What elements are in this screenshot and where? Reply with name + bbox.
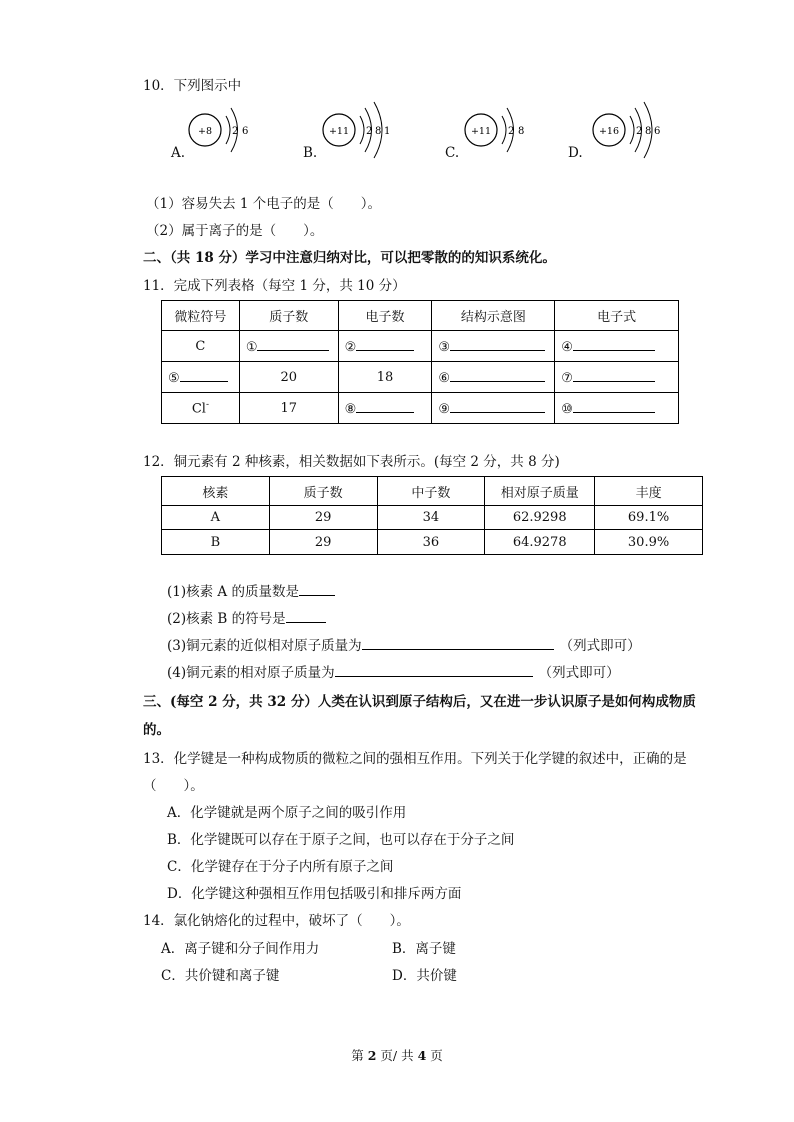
q11-blank-2[interactable]: ② (338, 331, 432, 362)
section2-heading: 二、（共 18 分）学习中注意归纳对比，可以把零散的的知识系统化。 (143, 250, 556, 266)
q13-option-a[interactable]: A．化学键就是两个原子之间的吸引作用 (167, 805, 407, 821)
q11-r2-electrons: 18 (338, 362, 432, 393)
atom-c-shell-1: 2 (508, 126, 515, 137)
q12-header-abundance: 丰度 (595, 477, 703, 506)
footer-page-number: 2 (367, 1048, 377, 1063)
atom-a-shell-2: 6 (242, 126, 249, 137)
q11-r3-protons: 17 (239, 393, 338, 424)
q11-header-electron-formula: 电子式 (555, 301, 679, 331)
q11-title: 11．完成下列表格（每空 1 分，共 10 分） (143, 278, 406, 294)
q12-header-mass: 相对原子质量 (485, 477, 595, 506)
atom-d-shell-2: 8 (645, 126, 652, 137)
q12-header-protons: 质子数 (269, 477, 377, 506)
q14-option-d[interactable]: D．共价键 (392, 968, 457, 984)
q11-blank-10[interactable]: ⑩ (555, 393, 679, 424)
q12-b-protons: 29 (269, 530, 377, 555)
q13-option-b[interactable]: B．化学键既可以存在于原子之间，也可以存在于分子之间 (167, 832, 515, 848)
section3-heading-line1: 三、(每空 2 分，共 32 分）人类在认识到原子结构后，又在进一步认识原子是如何构成物质 (143, 694, 696, 710)
q13-stem-line1: 13．化学键是一种构成物质的微粒之间的强相互作用。下列关于化学键的叙述中，正确的是 (143, 751, 687, 767)
q12-header-nuclide: 核素 (162, 477, 270, 506)
q12-b-abundance: 30.9% (595, 530, 703, 555)
q11-blank-9[interactable]: ⑨ (432, 393, 555, 424)
atom-diagram-a (186, 100, 306, 162)
q11-r3-symbol: Cl- (162, 393, 240, 424)
q12-b-neutrons: 36 (377, 530, 485, 555)
q12-a-abundance: 69.1% (595, 506, 703, 530)
atom-diagram-c (460, 100, 580, 162)
atom-a-label: A. (171, 145, 186, 161)
q12-title: 12．铜元素有 2 种核素，相关数据如下表所示。(每空 2 分，共 8 分) (143, 454, 560, 470)
footer-total-pages: 4 (417, 1048, 427, 1063)
atom-d-shell-3: 6 (654, 126, 661, 137)
q10-sub1: （1）容易失去 1 个电子的是（ ）。 (146, 196, 382, 212)
atom-a-nucleus: +8 (197, 126, 213, 137)
atom-d-shell-1: 2 (636, 126, 643, 137)
q11-r3-charge: - (205, 399, 209, 410)
atom-c-shell-2: 8 (518, 126, 525, 137)
q11-table (161, 300, 679, 424)
q14-option-a[interactable]: A．离子键和分子间作用力 (161, 941, 320, 957)
atom-diagram-d (588, 100, 708, 162)
q13-option-d[interactable]: D．化学键这种强相互作用包括吸引和排斥两方面 (167, 886, 462, 902)
q11-header-symbol: 微粒符号 (162, 301, 240, 331)
q11-blank-1[interactable]: ① (239, 331, 338, 362)
atom-c-nucleus: +11 (470, 126, 492, 137)
table-row (162, 506, 703, 530)
q13-stem-line2: （ ）。 (143, 778, 204, 794)
atom-b-label: B. (303, 145, 318, 161)
q12-blank-2[interactable] (286, 610, 326, 623)
atom-b-shell-1: 2 (366, 126, 373, 137)
q11-blank-7[interactable]: ⑦ (555, 362, 679, 393)
atom-a-shell-1: 2 (232, 126, 239, 137)
q11-header-structure: 结构示意图 (432, 301, 555, 331)
q13-option-c[interactable]: C．化学键存在于分子内所有原子之间 (167, 859, 394, 875)
q11-blank-8[interactable]: ⑧ (338, 393, 432, 424)
q12-sub2: (2)核素 B 的符号是 (167, 607, 326, 627)
table-row (162, 530, 703, 555)
q10-title: 10．下列图示中 (143, 78, 242, 94)
atom-c-label: C. (445, 145, 460, 161)
q11-blank-6[interactable]: ⑥ (432, 362, 555, 393)
q12-a-mass: 62.9298 (485, 506, 595, 530)
q12-sub1: (1)核素 A 的质量数是 (167, 580, 335, 600)
q11-blank-5[interactable]: ⑤ (162, 362, 240, 393)
q12-blank-1[interactable] (299, 583, 335, 596)
q11-r1-symbol: C (162, 331, 240, 362)
atom-b-shell-3: 1 (384, 126, 391, 137)
q12-a-protons: 29 (269, 506, 377, 530)
q11-blank-3[interactable]: ③ (432, 331, 555, 362)
q10-sub2: （2）属于离子的是（ ）。 (146, 223, 324, 239)
q12-sub3: (3)铜元素的近似相对原子质量为 （列式即可） (167, 638, 641, 654)
q12-header-neutrons: 中子数 (377, 477, 485, 506)
q14-option-b[interactable]: B．离子键 (392, 941, 456, 957)
atom-d-nucleus: +16 (598, 126, 620, 137)
q11-blank-4[interactable]: ④ (555, 331, 679, 362)
atom-d-label: D. (568, 145, 583, 161)
q12-b-mass: 64.9278 (485, 530, 595, 555)
q12-blank-3[interactable] (362, 637, 554, 650)
q12-sub4: (4)铜元素的相对原子质量为 （列式即可） (167, 665, 620, 681)
q14-option-c[interactable]: C．共价键和离子键 (161, 968, 280, 984)
atom-b-shell-2: 8 (375, 126, 382, 137)
q11-r2-protons: 20 (239, 362, 338, 393)
q14-title: 14．氯化钠熔化的过程中，破坏了（ ）。 (143, 913, 410, 929)
q12-a-nuclide: A (162, 506, 270, 530)
atom-b-nucleus: +11 (328, 126, 350, 137)
section3-heading-line2: 的。 (143, 722, 170, 738)
q12-table (161, 476, 703, 555)
q12-blank-4[interactable] (335, 664, 533, 677)
page-footer: 第 2 页/ 共 4 页 (351, 1048, 443, 1063)
atom-diagram-b (318, 100, 438, 162)
q12-b-nuclide: B (162, 530, 270, 555)
q11-header-protons: 质子数 (239, 301, 338, 331)
q11-header-electrons: 电子数 (338, 301, 432, 331)
q12-a-neutrons: 34 (377, 506, 485, 530)
